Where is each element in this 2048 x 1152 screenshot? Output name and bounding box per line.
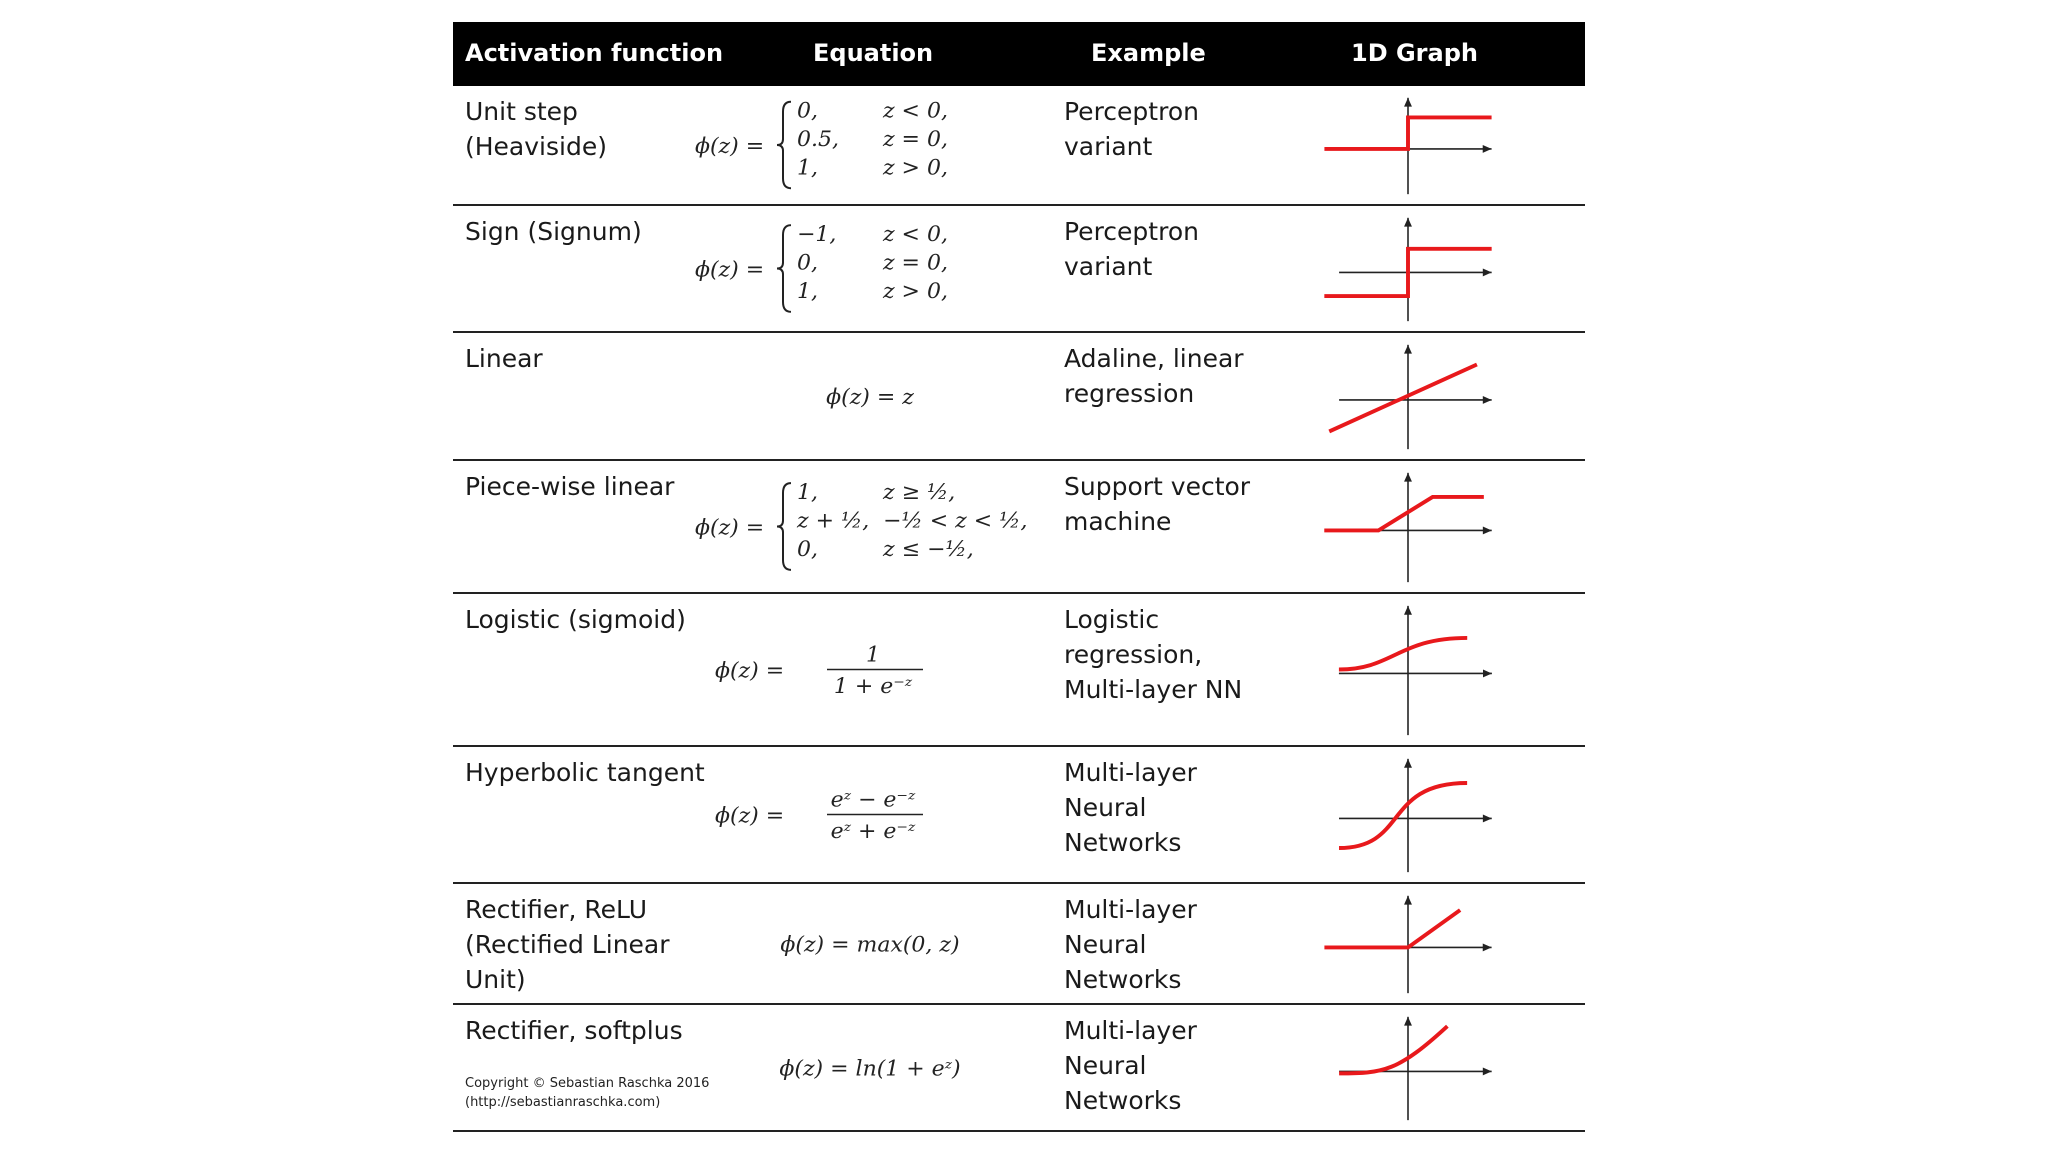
graph-linear	[1303, 333, 1513, 459]
left-brace	[777, 225, 791, 312]
function-name: Unit step (Heaviside)	[465, 97, 607, 161]
case-condition: z < 0,	[883, 222, 948, 247]
fraction-denominator: 1 + e⁻ᶻ	[833, 674, 913, 700]
fraction-denominator: eᶻ + e⁻ᶻ	[830, 819, 916, 845]
x-axis-arrow	[1483, 670, 1492, 678]
function-curve	[1329, 365, 1477, 432]
equation	[683, 747, 1058, 882]
table-row-tanh	[453, 747, 1585, 884]
equation-lhs: ϕ(z) =	[715, 658, 785, 684]
equation-text: ϕ(z) = ln(1 + eᶻ)	[779, 1056, 961, 1082]
y-axis-arrow	[1404, 896, 1412, 905]
left-brace	[777, 102, 791, 189]
table-row-unit-step	[453, 86, 1585, 206]
example-use: Multi-layer Neural Networks	[1064, 758, 1197, 857]
y-axis-arrow	[1404, 98, 1412, 107]
case-value: 1,	[797, 155, 818, 181]
table-row-logistic	[453, 594, 1585, 747]
case-value: 0.5,	[797, 127, 839, 152]
function-curve	[1339, 1026, 1447, 1073]
case-value: 1,	[797, 279, 818, 304]
header-1d-graph: 1D Graph	[1351, 39, 1478, 67]
table-row-linear	[453, 333, 1585, 461]
y-axis-arrow	[1404, 759, 1412, 768]
equation	[683, 884, 1058, 1003]
equation-text: ϕ(z) = z	[826, 385, 914, 410]
equation-lhs: ϕ(z) =	[715, 803, 785, 829]
equation-lhs: ϕ(z) =	[695, 515, 765, 541]
x-axis-arrow	[1483, 815, 1492, 823]
graph-unit-step	[1303, 86, 1513, 204]
y-axis-arrow	[1404, 1017, 1412, 1026]
case-condition: z ≤ −½,	[883, 537, 974, 563]
case-condition: z = 0,	[883, 250, 948, 276]
case-value: z + ½,	[797, 508, 870, 534]
case-condition: z > 0,	[883, 155, 948, 181]
table-row-sign	[453, 206, 1585, 333]
equation	[683, 594, 1058, 745]
graph-piecewise-linear	[1303, 461, 1513, 592]
table-row-softplus	[453, 1005, 1585, 1132]
x-axis-arrow	[1483, 527, 1492, 535]
left-brace	[777, 483, 791, 570]
case-value: 1,	[797, 480, 818, 505]
x-axis-arrow	[1483, 944, 1492, 952]
function-name: Logistic (sigmoid)	[465, 605, 686, 634]
case-value: 0,	[797, 250, 818, 276]
example-use: Adaline, linear regression	[1064, 344, 1244, 408]
header-example: Example	[1091, 39, 1206, 67]
graph-tanh	[1303, 747, 1513, 882]
function-curve	[1324, 117, 1491, 148]
equation	[683, 333, 1058, 459]
function-name: Rectifier, ReLU (Rectified Linear Unit)	[465, 895, 670, 994]
example-use: Support vector machine	[1064, 472, 1251, 536]
function-name: Sign (Signum)	[465, 217, 642, 246]
example-use: Multi-layer Neural Networks	[1064, 1016, 1197, 1115]
x-axis-arrow	[1483, 145, 1492, 153]
fraction-numerator: eᶻ − e⁻ᶻ	[830, 787, 916, 813]
fraction-numerator: 1	[866, 642, 880, 668]
equation	[683, 86, 1058, 204]
case-condition: z > 0,	[883, 279, 948, 304]
function-name: Linear	[465, 344, 543, 373]
y-axis-arrow	[1404, 345, 1412, 354]
equation	[683, 461, 1058, 592]
header-equation: Equation	[813, 39, 934, 67]
case-condition: z = 0,	[883, 127, 948, 152]
y-axis-arrow	[1404, 473, 1412, 482]
y-axis-arrow	[1404, 218, 1412, 227]
function-name: Piece-wise linear	[465, 472, 675, 501]
x-axis-arrow	[1483, 269, 1492, 277]
x-axis-arrow	[1483, 1068, 1492, 1076]
function-curve	[1339, 638, 1467, 670]
case-value: 0,	[797, 537, 818, 563]
graph-relu	[1303, 884, 1513, 1003]
example-use: Perceptron variant	[1064, 217, 1199, 281]
copyright-notice: Copyright © Sebastian Raschka 2016 (http://sebastianraschka.com)	[465, 1076, 710, 1110]
equation-text: ϕ(z) = max(0, z)	[780, 932, 960, 958]
table-row-piecewise-linear	[453, 461, 1585, 594]
example-use: Perceptron variant	[1064, 97, 1199, 161]
function-curve	[1324, 497, 1484, 530]
function-name: Hyperbolic tangent	[465, 758, 705, 787]
y-axis-arrow	[1404, 606, 1412, 615]
case-condition: z ≥ ½,	[883, 480, 956, 505]
graph-sign	[1303, 206, 1513, 331]
header-activation-function: Activation function	[465, 39, 724, 67]
x-axis-arrow	[1483, 396, 1492, 404]
case-condition: −½ < z < ½,	[883, 508, 1028, 534]
graph-logistic	[1303, 594, 1513, 745]
function-curve	[1339, 783, 1467, 848]
table-header	[453, 22, 1585, 86]
function-name: Rectifier, softplus	[465, 1016, 683, 1045]
example-use: Multi-layer Neural Networks	[1064, 895, 1197, 994]
case-value: −1,	[797, 222, 837, 247]
equation	[683, 206, 1058, 331]
equation	[683, 1005, 1058, 1130]
case-condition: z < 0,	[883, 98, 948, 124]
table-row-relu	[453, 884, 1585, 1005]
case-value: 0,	[797, 98, 818, 124]
function-curve	[1324, 910, 1460, 947]
equation-lhs: ϕ(z) =	[695, 257, 765, 283]
graph-softplus	[1303, 1005, 1513, 1130]
example-use: Logistic regression, Multi-layer NN	[1064, 605, 1243, 704]
equation-lhs: ϕ(z) =	[695, 134, 765, 159]
